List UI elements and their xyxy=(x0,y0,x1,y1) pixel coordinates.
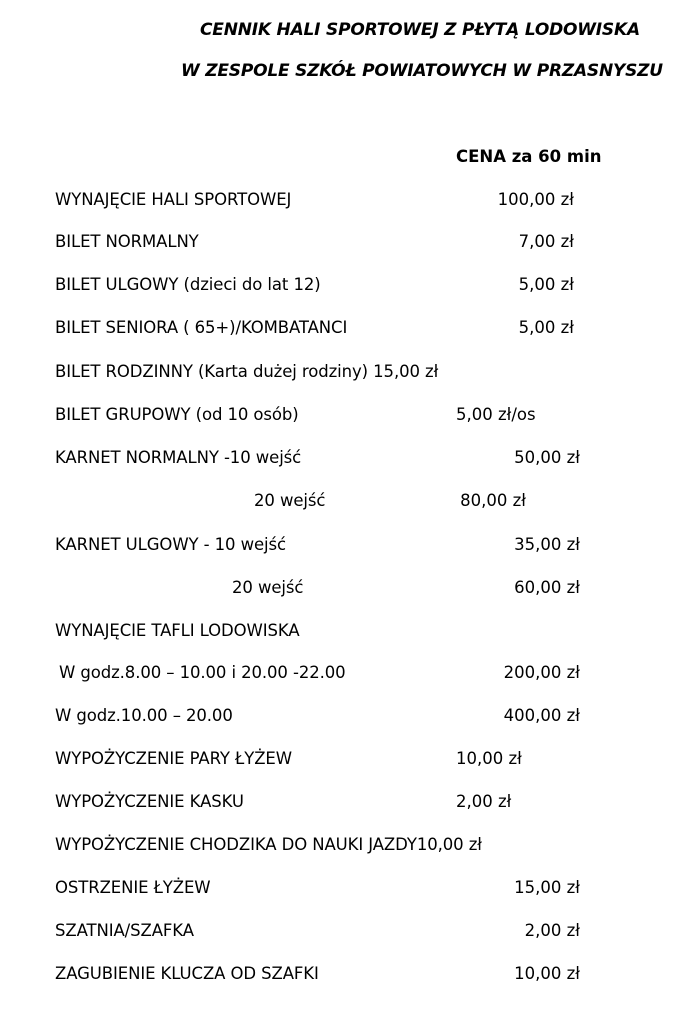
price-row-label: OSTRZENIE ŁYŻEW xyxy=(55,878,211,897)
price-row-normal-pass-10 xyxy=(0,448,700,474)
price-row-label: ZAGUBIENIE KLUCZA OD SZAFKI xyxy=(55,964,319,983)
price-row-reduced-pass-20 xyxy=(0,578,700,604)
page-title-line-1: CENNIK HALI SPORTOWEJ Z PŁYTĄ LODOWISKA xyxy=(200,20,640,40)
price-row-value: 200,00 zł xyxy=(503,663,580,682)
price-row-value: 100,00 zł xyxy=(497,190,574,209)
price-row-normal-pass-20 xyxy=(0,491,700,517)
price-row-senior-ticket xyxy=(0,318,700,344)
price-row-value: 10,00 zł xyxy=(456,749,522,768)
price-row-value: 2,00 zł xyxy=(524,921,580,940)
price-row-value: 35,00 zł xyxy=(514,535,580,554)
price-row-value: 5,00 zł xyxy=(518,275,574,294)
price-row-label: WYNAJĘCIE TAFLI LODOWISKA xyxy=(55,621,300,640)
price-row-skate-rental xyxy=(0,749,700,775)
price-row-normal-ticket xyxy=(0,232,700,258)
price-row-value: 400,00 zł xyxy=(503,706,580,725)
price-row-label: WYNAJĘCIE HALI SPORTOWEJ xyxy=(55,190,292,209)
price-row-label: W godz.8.00 – 10.00 i 20.00 -22.00 xyxy=(59,663,346,682)
price-row-value: 5,00 zł xyxy=(518,318,574,337)
price-row-value: 50,00 zł xyxy=(514,448,580,467)
price-row-value: 60,00 zł xyxy=(514,578,580,597)
price-row-reduced-ticket xyxy=(0,275,700,301)
price-row-walker-rental xyxy=(0,835,700,861)
price-row-reduced-pass-10 xyxy=(0,535,700,561)
price-row-label: BILET RODZINNY (Karta dużej rodziny) 15,00 zł xyxy=(55,362,439,381)
price-row-label: W godz.10.00 – 20.00 xyxy=(55,706,233,725)
price-row-label: KARNET NORMALNY -10 wejść xyxy=(55,448,302,467)
price-row-label: WYPOŻYCZENIE KASKU xyxy=(55,792,244,811)
price-row-label: 20 wejść xyxy=(254,491,326,510)
price-row-value: 7,00 zł xyxy=(518,232,574,251)
price-row-label: BILET NORMALNY xyxy=(55,232,199,251)
price-row-ice-offpeak xyxy=(0,663,700,689)
price-row-label: SZATNIA/SZAFKA xyxy=(55,921,194,940)
price-row-skate-sharpening xyxy=(0,878,700,904)
price-row-value: 10,00 zł xyxy=(514,964,580,983)
price-row-value: 2,00 zł xyxy=(456,792,512,811)
page-title-line-2: W ZESPOLE SZKÓŁ POWIATOWYCH W PRZASNYSZU xyxy=(181,61,663,81)
price-row-locker xyxy=(0,921,700,947)
price-row-group-ticket xyxy=(0,405,700,431)
price-row-label: BILET ULGOWY (dzieci do lat 12) xyxy=(55,275,321,294)
price-row-label: WYPOŻYCZENIE CHODZIKA DO NAUKI JAZDY10,00 zł xyxy=(55,835,482,854)
price-row-family-ticket xyxy=(0,362,700,388)
price-row-value: 80,00 zł xyxy=(460,491,526,510)
price-row-lost-key xyxy=(0,964,700,990)
price-row-label: BILET SENIORA ( 65+)/KOMBATANCI xyxy=(55,318,348,337)
price-row-label: KARNET ULGOWY - 10 wejść xyxy=(55,535,286,554)
price-row-label: BILET GRUPOWY (od 10 osób) xyxy=(55,405,299,424)
price-column-header: CENA za 60 min xyxy=(456,147,602,166)
price-row-helmet-rental xyxy=(0,792,700,818)
price-row-value: 15,00 zł xyxy=(514,878,580,897)
price-row-ice-peak xyxy=(0,706,700,732)
price-row-hall-rental xyxy=(0,190,700,216)
price-row-label: WYPOŻYCZENIE PARY ŁYŻEW xyxy=(55,749,292,768)
price-row-ice-rental xyxy=(0,621,700,647)
price-row-label: 20 wejść xyxy=(232,578,304,597)
price-row-value: 5,00 zł/os xyxy=(456,405,536,424)
